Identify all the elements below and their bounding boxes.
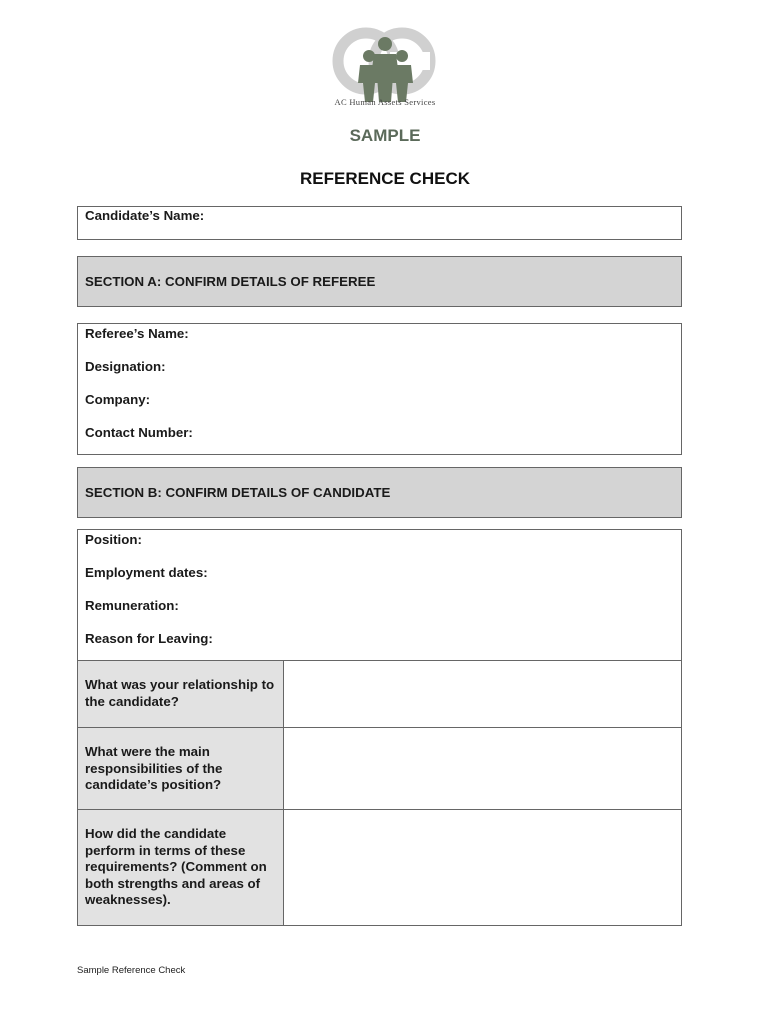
reason-for-leaving-label: Reason for Leaving: [85,631,213,646]
section-b-heading-box [77,467,682,518]
question-row [78,728,682,810]
candidate-name-label: Candidate’s Name: [85,208,205,223]
questions-table [77,660,682,926]
position-label: Position: [85,532,142,547]
page-footer: Sample Reference Check [77,965,186,976]
question-text: What were the main responsibilities of the candidate’s position? [85,744,223,792]
question-row [78,661,682,728]
question-text: How did the candidate perform in terms of these requirements? (Comment on both strengths and areas of weaknesses). [85,826,267,907]
contact-number-label: Contact Number: [85,425,193,440]
answer-field[interactable] [284,728,682,810]
candidate-name-field[interactable] [77,206,682,240]
answer-field[interactable] [284,661,682,728]
employment-dates-label: Employment dates: [85,565,208,580]
question-cell [78,661,284,728]
section-b-heading: SECTION B: CONFIRM DETAILS OF CANDIDATE [85,485,391,500]
document-title: REFERENCE CHECK [299,169,471,188]
referee-name-label: Referee’s Name: [85,326,189,341]
question-cell [78,810,284,926]
candidate-details-box[interactable] [77,529,682,661]
people-icon [358,37,413,102]
section-a-heading: SECTION A: CONFIRM DETAILS OF REFEREE [85,274,376,289]
referee-details-box[interactable] [77,323,682,455]
answer-field[interactable] [284,810,682,926]
sample-heading: SAMPLE [349,126,421,145]
remuneration-label: Remuneration: [85,598,179,613]
question-text: What was your relationship to the candidate? [85,677,275,709]
logo-caption: AC Human Assets Services [334,97,436,107]
section-a-heading-box [77,256,682,307]
question-cell [78,728,284,810]
company-label: Company: [85,392,151,407]
question-row [78,810,682,926]
designation-label: Designation: [85,359,166,374]
